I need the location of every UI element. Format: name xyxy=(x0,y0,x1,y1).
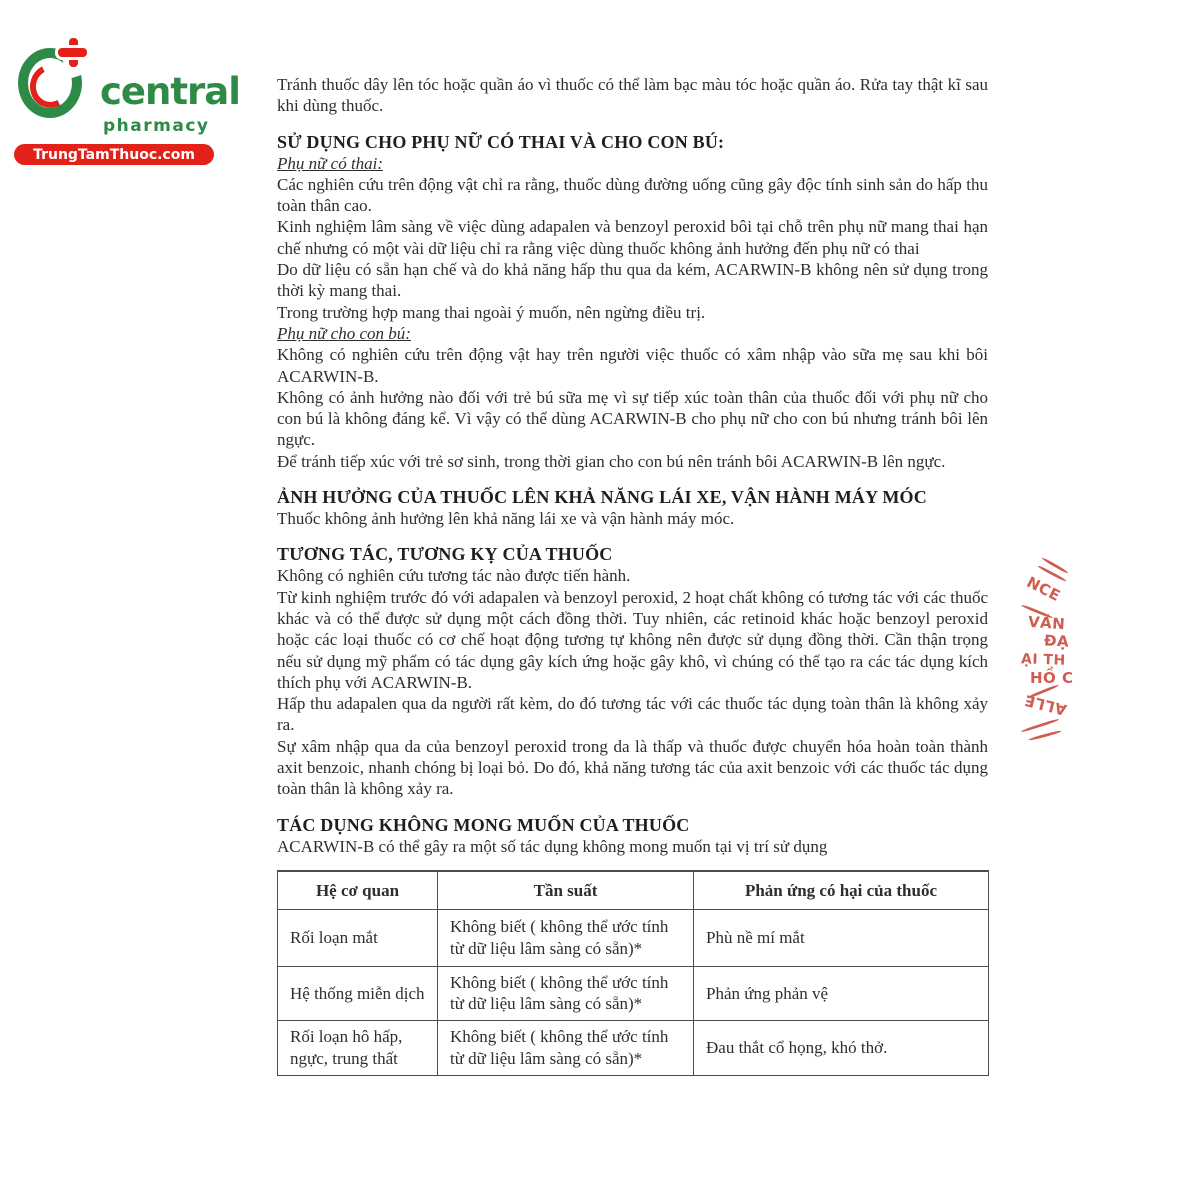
cell-frequency-eye: Không biết ( không thể ước tính từ dữ liệu lâm sàng có sẵn)* xyxy=(438,909,694,966)
paragraph-infant-effect: Không có ảnh hưởng nào đối với trẻ bú sữa mẹ vì sự tiếp xúc toàn thân của thuốc đối với phụ nữ cho con bú là không đáng kể. Vì vậy có thể dùng ACARWIN-B cho phụ nữ cho con bú nhưng tránh bôi lên ngực. xyxy=(277,387,988,450)
heading-driving-machines: ẢNH HƯỞNG CỦA THUỐC LÊN KHẢ NĂNG LÁI XE, VẬN HÀNH MÁY MÓC xyxy=(277,487,927,508)
paragraph-limited-data: Do dữ liệu có sẵn hạn chế và do khả năng hấp thu qua da kém, ACARWIN-B không nên sử dụng trong thời kỳ mang thai. xyxy=(277,260,988,301)
subheading-breastfeeding-women: Phụ nữ cho con bú: xyxy=(277,323,411,343)
paragraph-benzoyl-metabolism: Sự xâm nhập qua da của benzoyl peroxid trong da là thấp và thuốc được chuyển hóa hoàn toàn thành axit benzoic, nhanh chóng bị loại bỏ. Do đó, khả năng tương tác của axit benzoic với các thuốc tác dụng toàn thân là không xảy ra. xyxy=(277,736,988,799)
cell-frequency-immune: Không biết ( không thể ước tính từ dữ liệu lâm sàng có sẵn)* xyxy=(438,966,694,1020)
paragraph-animal-studies: Các nghiên cứu trên động vật chỉ ra rằng, thuốc dùng đường uống cũng gây độc tính sinh sản do hấp thu toàn thân cao. xyxy=(277,174,988,216)
logo-site-url: TrungTamThuoc.com xyxy=(33,146,195,163)
heading-adverse-effects: TÁC DỤNG KHÔNG MONG MUỐN CỦA THUỐC xyxy=(277,814,690,835)
central-pharmacy-logo xyxy=(14,36,244,163)
table-header-row xyxy=(278,871,989,910)
column-header-frequency: Tần suất xyxy=(438,871,694,910)
paragraph-driving-effect: Thuốc không ảnh hưởng lên khả năng lái xe và vận hành máy móc. xyxy=(277,509,735,529)
paragraph-avoid-hair-clothes: Tránh thuốc dây lên tóc hoặc quần áo vì thuốc có thể làm bạc màu tóc hoặc quần áo. Rửa tay thật kĩ sau khi dùng thuốc. xyxy=(277,75,988,116)
paragraph-clinical-experience: Kinh nghiệm lâm sàng về việc dùng adapalen và benzoyl peroxid bôi tại chỗ trên phụ nữ mang thai hạn chế nhưng có một vài dữ liệu chỉ ra rằng việc dùng thuốc không ảnh hưởng đến phụ nữ có thai xyxy=(277,217,988,258)
heading-pregnancy-lactation: SỬ DỤNG CHO PHỤ NỮ CÓ THAI VÀ CHO CON BÚ: xyxy=(277,131,725,152)
paragraph-unplanned-pregnancy: Trong trường hợp mang thai ngoài ý muốn, nên ngừng điều trị. xyxy=(277,302,706,322)
cell-reaction-respiratory: Đau thắt cổ họng, khó thở. xyxy=(694,1020,989,1075)
cell-frequency-respiratory: Không biết ( không thể ước tính từ dữ liệu lâm sàng có sẵn)* xyxy=(438,1020,694,1075)
paragraph-adverse-intro: ACARWIN-B có thể gây ra một số tác dụng không mong muốn tại vị trí sử dụng xyxy=(277,836,828,856)
logo-brand-text: central xyxy=(100,70,240,113)
heading-interactions: TƯƠNG TÁC, TƯƠNG KỴ CỦA THUỐC xyxy=(277,544,613,565)
stamp-text-fragment: HỒ C xyxy=(1030,669,1074,687)
leaflet-body xyxy=(277,74,988,1076)
stamp-arc-line xyxy=(1028,730,1062,742)
stamp-text-fragment: ĐẠ xyxy=(1043,631,1070,651)
paragraph-no-interaction-studies: Không có nghiên cứu tương tác nào được tiến hành. xyxy=(277,566,631,586)
table-row xyxy=(278,909,989,966)
table-row xyxy=(278,966,989,1020)
subheading-pregnant-women: Phụ nữ có thai: xyxy=(277,153,384,173)
stamp-text-fragment: ẠI TH xyxy=(1020,651,1066,669)
paragraph-milk-penetration: Không có nghiên cứu trên động vật hay trên người việc thuốc có xâm nhập vào sữa mẹ sau khi bôi ACARWIN-B. xyxy=(277,345,988,386)
cell-organ-respiratory: Rối loạn hô hấp, ngực, trung thất xyxy=(278,1020,438,1075)
stamp-text-fragment: VĂN xyxy=(1027,612,1066,634)
cell-reaction-immune: Phản ứng phản vệ xyxy=(694,966,989,1020)
paragraph-interaction-experience: Từ kinh nghiệm trước đó với adapalen và benzoyl peroxid, 2 hoạt chất không có tương tác với các thuốc khác và có thể được sử dụng một cách đồng thời. Tuy nhiên, các retinoid khác hoặc benzoyl peroxid hoặc các loại thuốc có cơ chế hoạt động tương tự không nên được sử dụng đồng thời. Cần thận trọng nếu sử dụng mỹ phẩm có tác dụng gây kích ứng hoặc gây khô, vì chúng có thể tạo ra các tác dụng kích thích phụ với ACARWIN-B. xyxy=(277,587,988,692)
logo-site-pill xyxy=(14,144,214,165)
stamp-text-fragment: ALLE xyxy=(1022,691,1069,719)
column-header-adverse-reaction: Phản ứng có hại của thuốc xyxy=(694,871,989,910)
cell-organ-immune: Hệ thống miễn dịch xyxy=(278,966,438,1020)
cell-reaction-eye: Phù nề mí mắt xyxy=(694,909,989,966)
table-row xyxy=(278,1020,989,1075)
paragraph-adapalene-absorption: Hấp thu adapalen qua da người rất kèm, do đó tương tác với các thuốc tác dụng toàn thân là không xảy ra. xyxy=(277,694,988,735)
red-ink-stamp xyxy=(1016,558,1096,773)
logo-tagline: pharmacy xyxy=(103,116,210,136)
column-header-organ-system: Hệ cơ quan xyxy=(278,871,438,910)
stamp-text-fragment: NCE xyxy=(1023,572,1064,606)
paragraph-avoid-chest: Để tránh tiếp xúc với trẻ sơ sinh, trong thời gian cho con bú nên tránh bôi ACARWIN-B lên ngực. xyxy=(277,451,946,471)
adverse-reactions-table xyxy=(277,870,989,1076)
plus-icon xyxy=(58,38,88,68)
cell-organ-eye: Rối loạn mắt xyxy=(278,909,438,966)
pharmacy-c-cross-icon xyxy=(18,40,86,112)
